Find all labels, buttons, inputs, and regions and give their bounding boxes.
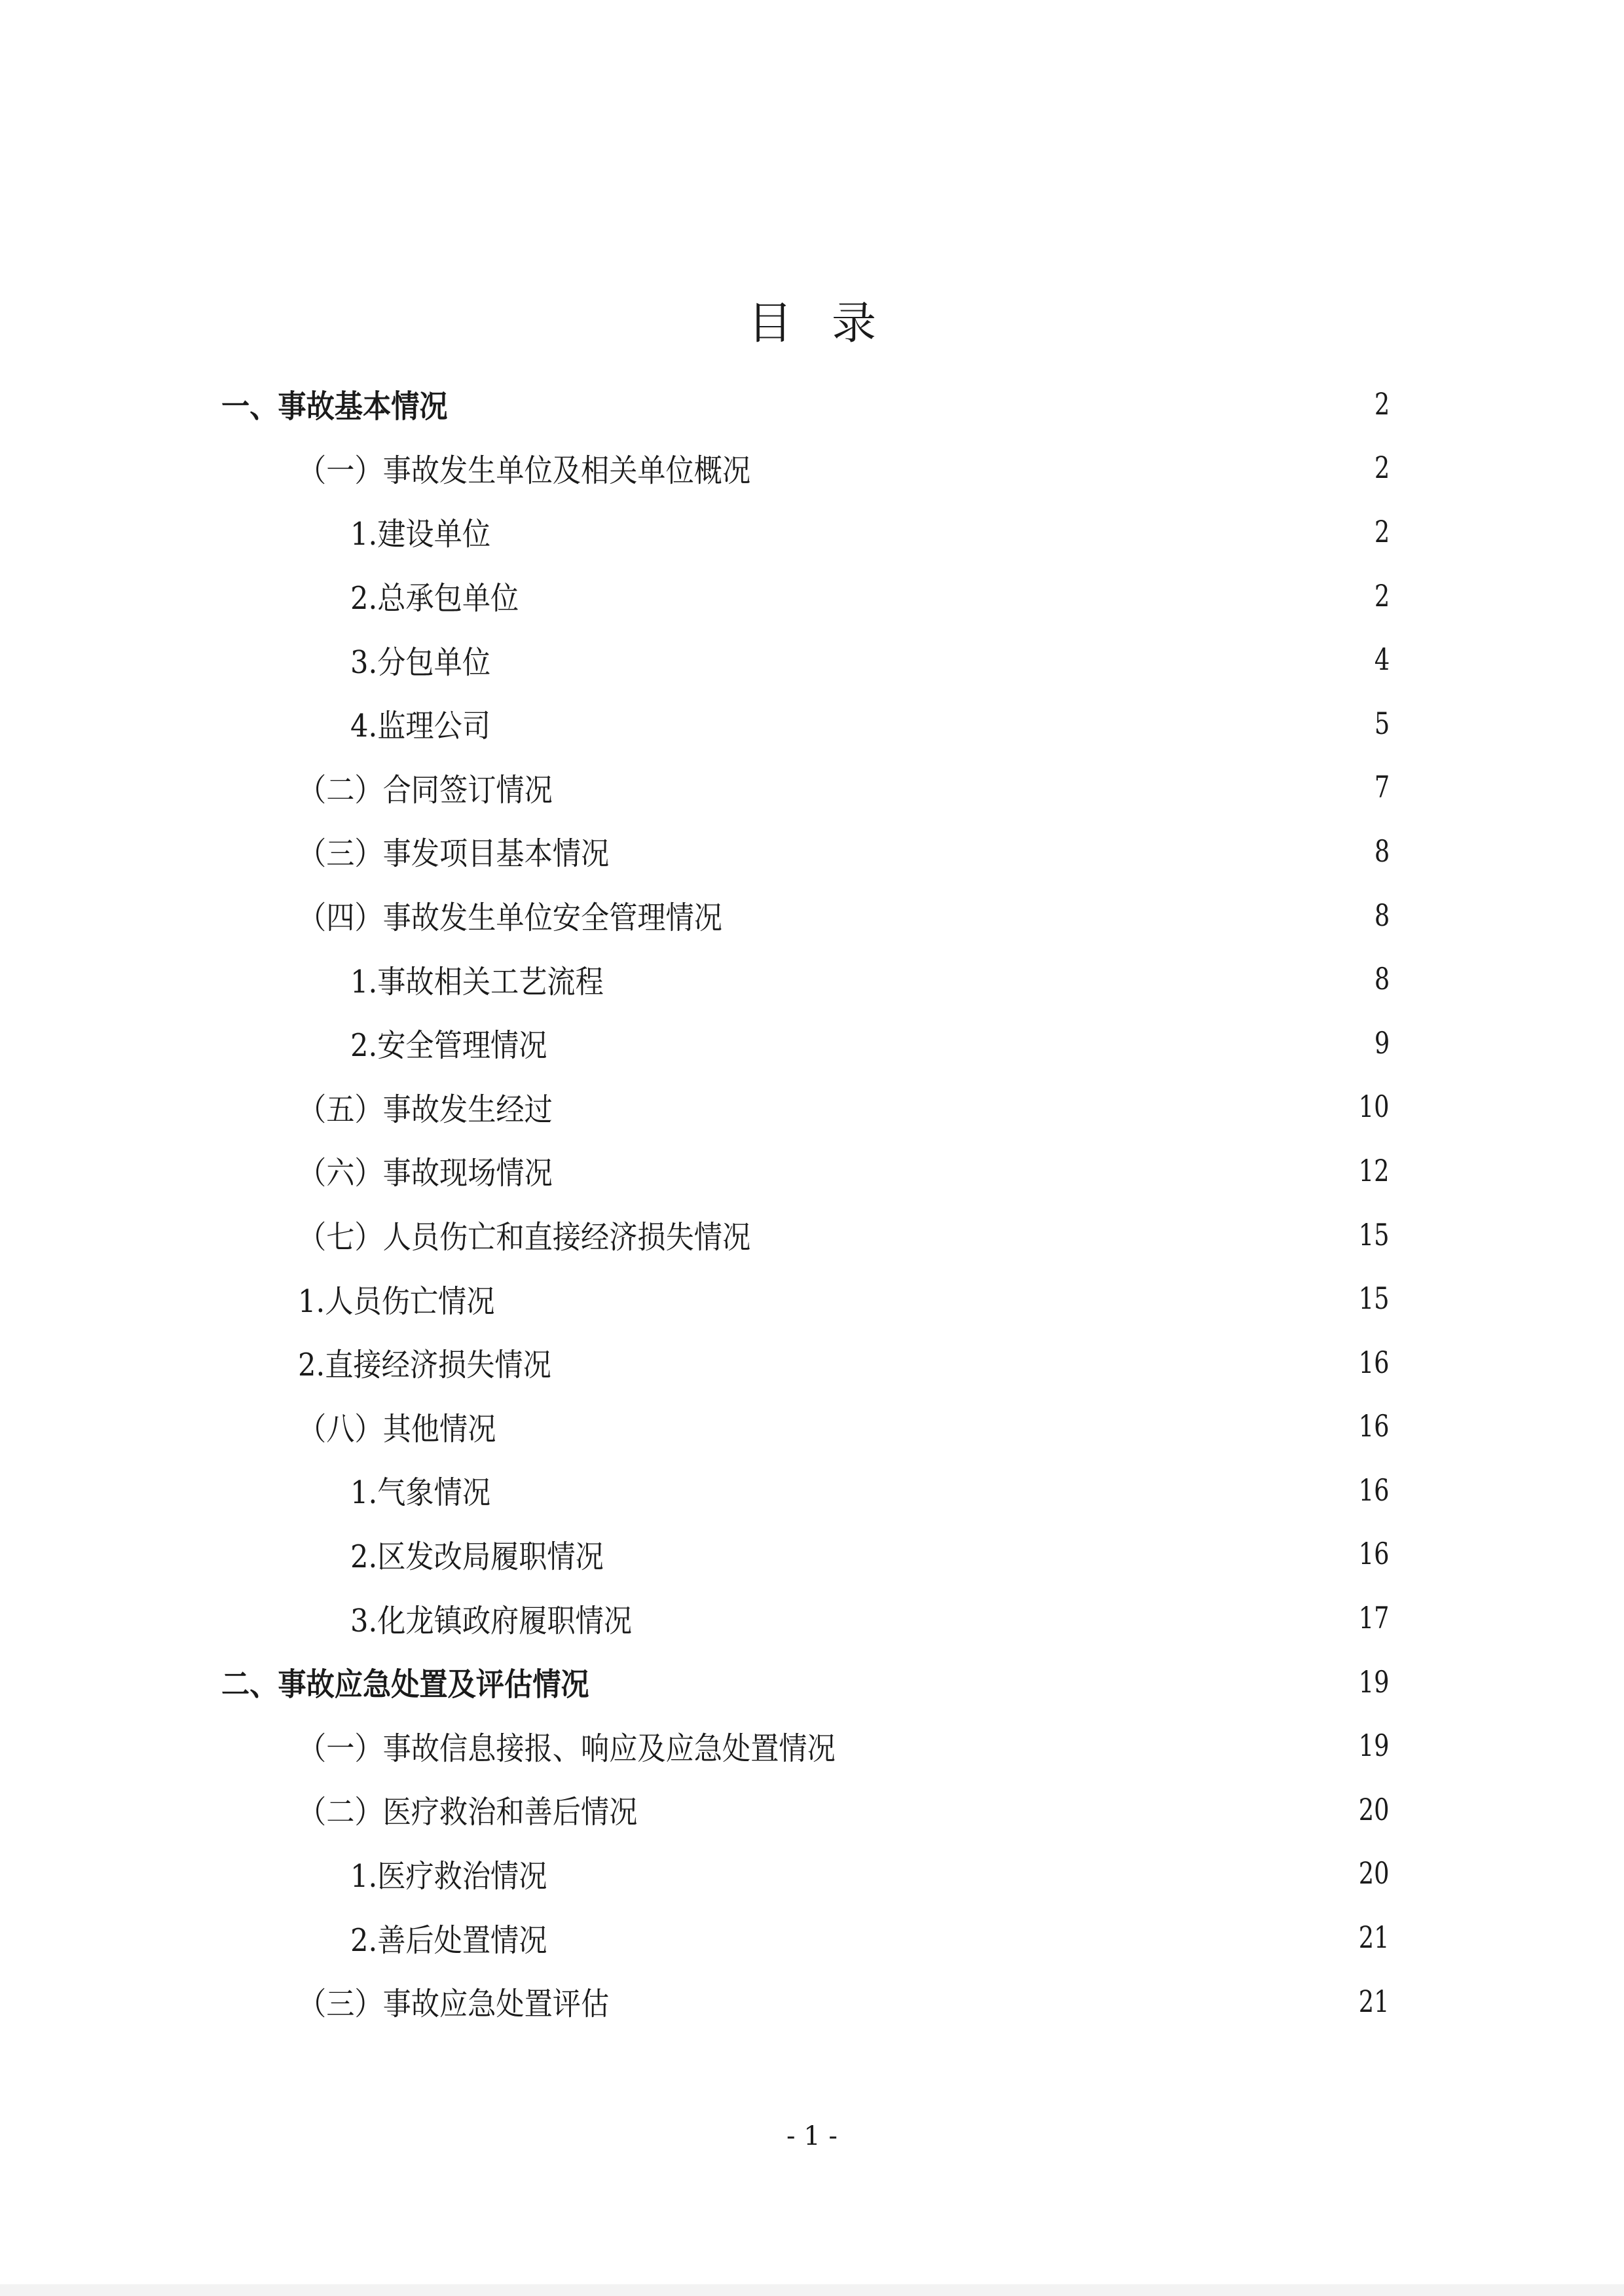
toc-entry-page: 16: [1359, 1408, 1390, 1444]
toc-entry-page: 8: [1374, 833, 1390, 869]
toc-entry[interactable]: [0, 819, 1624, 883]
toc-entry-page: 19: [1359, 1664, 1390, 1700]
toc-entry[interactable]: [0, 1330, 1624, 1394]
toc-entry[interactable]: [0, 1203, 1624, 1267]
toc-entry-label: 2.安全管理情况: [350, 1027, 547, 1065]
toc-entry-label: 一、事故基本情况: [221, 388, 448, 426]
toc-entry-label: （六）事故现场情况: [298, 1155, 553, 1192]
toc-entry-label: 1.气象情况: [350, 1474, 491, 1512]
page-number: - 1 -: [786, 2121, 838, 2151]
toc-entry[interactable]: [0, 1650, 1624, 1714]
toc-entry[interactable]: [0, 1522, 1624, 1586]
toc-entry-page: 17: [1359, 1600, 1390, 1636]
scan-edge: [0, 2284, 1624, 2296]
toc-entry-label: 3.化龙镇政府履职情况: [350, 1602, 633, 1639]
toc-entry[interactable]: [0, 947, 1624, 1011]
toc-entry[interactable]: [0, 756, 1624, 820]
toc-entry-label: （三）事故应急处置评估: [298, 1986, 610, 2023]
toc-entry[interactable]: [0, 372, 1624, 436]
toc-entry-page: 2: [1374, 450, 1390, 486]
toc-entry-label: （一）事故发生单位及相关单位概况: [298, 452, 751, 489]
toc-entry-page: 16: [1359, 1536, 1390, 1572]
toc-entry-page: 16: [1359, 1344, 1390, 1380]
toc-entry-page: 15: [1359, 1281, 1390, 1317]
toc-entry-label: （五）事故发生经过: [298, 1091, 553, 1128]
toc-entry[interactable]: [0, 564, 1624, 628]
toc-entry[interactable]: [0, 1842, 1624, 1906]
toc-entry-label: （二）合同签订情况: [298, 771, 553, 809]
toc-entry[interactable]: [0, 1394, 1624, 1459]
toc-entry[interactable]: [0, 1075, 1624, 1139]
toc-entry-label: 1.医疗救治情况: [350, 1857, 547, 1895]
toc-entry[interactable]: [0, 1969, 1624, 2033]
toc-entry-label: 1.人员伤亡情况: [298, 1283, 495, 1320]
toc-entry[interactable]: [0, 691, 1624, 756]
toc-entry-page: 8: [1374, 897, 1390, 933]
toc-entry-page: 20: [1359, 1855, 1390, 1891]
toc-entry[interactable]: [0, 1586, 1624, 1650]
toc-entry[interactable]: [0, 1139, 1624, 1203]
toc-entry[interactable]: [0, 627, 1624, 691]
toc-entry-label: 二、事故应急处置及评估情况: [221, 1666, 589, 1704]
toc-entry-label: 2.区发改局履职情况: [350, 1538, 604, 1575]
toc-entry-label: 2.直接经济损失情况: [298, 1347, 551, 1384]
toc-entry-page: 7: [1374, 769, 1390, 805]
toc-entry-page: 2: [1374, 386, 1390, 422]
toc-entry[interactable]: [0, 1777, 1624, 1842]
toc-entry-label: 3.分包单位: [350, 644, 491, 681]
toc-entry-page: 10: [1359, 1089, 1390, 1125]
toc-entry-page: 21: [1359, 1920, 1390, 1956]
toc-entry-label: （二）医疗救治和善后情况: [298, 1794, 638, 1831]
toc-entry-label: （四）事故发生单位安全管理情况: [298, 900, 723, 937]
toc-entry-label: （一）事故信息接报、响应及应急处置情况: [298, 1730, 836, 1767]
toc-entry-page: 2: [1374, 577, 1390, 613]
page-title: 目录: [747, 298, 915, 350]
toc-entry-label: （七）人员伤亡和直接经济损失情况: [298, 1219, 751, 1256]
toc-entry[interactable]: [0, 500, 1624, 564]
toc-entry-page: 5: [1374, 705, 1390, 741]
toc-entry-page: 19: [1359, 1728, 1390, 1764]
toc-entry[interactable]: [0, 1011, 1624, 1075]
toc-entry-label: 1.建设单位: [350, 516, 491, 553]
toc-entry[interactable]: [0, 1905, 1624, 1969]
toc-entry[interactable]: [0, 1458, 1624, 1522]
toc-entry[interactable]: [0, 1266, 1624, 1330]
toc-entry-label: 4.监理公司: [350, 708, 491, 745]
toc-entry-page: 4: [1374, 642, 1390, 678]
toc-entry-page: 15: [1359, 1216, 1390, 1252]
toc-entry-page: 16: [1359, 1472, 1390, 1508]
toc-entry-label: 1.事故相关工艺流程: [350, 963, 604, 1000]
toc-entry-label: 2.总承包单位: [350, 580, 519, 617]
toc-entry[interactable]: [0, 1713, 1624, 1777]
toc-entry-page: 12: [1359, 1152, 1390, 1188]
toc-entry-label: 2.善后处置情况: [350, 1922, 547, 1959]
table-of-contents: [0, 372, 1624, 2033]
toc-entry[interactable]: [0, 883, 1624, 947]
toc-entry-page: 2: [1374, 513, 1390, 549]
toc-entry[interactable]: [0, 436, 1624, 500]
toc-entry-label: （八）其他情况: [298, 1410, 496, 1448]
toc-entry-page: 9: [1374, 1025, 1390, 1061]
toc-entry-page: 20: [1359, 1791, 1390, 1827]
toc-entry-page: 8: [1374, 961, 1390, 997]
toc-entry-page: 21: [1359, 1983, 1390, 2019]
toc-entry-label: （三）事发项目基本情况: [298, 835, 610, 873]
